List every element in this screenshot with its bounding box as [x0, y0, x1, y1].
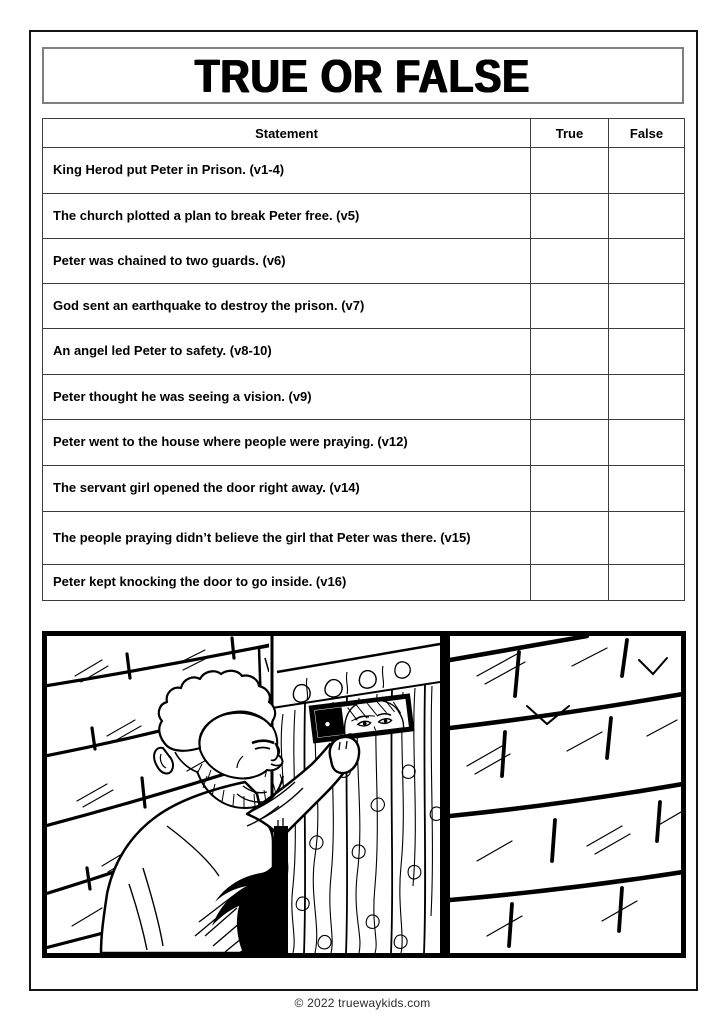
statement-text: Peter kept knocking the door to go inside. (v16)	[43, 565, 531, 601]
header-true: True	[531, 119, 609, 148]
statement-text: Peter thought he was seeing a vision. (v9)	[43, 375, 531, 420]
answer-box-true[interactable]	[531, 512, 609, 565]
answer-box-true[interactable]	[531, 375, 609, 420]
table-row	[43, 194, 685, 239]
answer-box-false[interactable]	[609, 148, 685, 194]
table-row	[43, 466, 685, 512]
answer-box-true[interactable]	[531, 420, 609, 466]
story-illustration-frame	[42, 631, 686, 958]
answer-box-true[interactable]	[531, 148, 609, 194]
header-statement: Statement	[43, 119, 531, 148]
statement-text: God sent an earthquake to destroy the prison. (v7)	[43, 284, 531, 329]
answer-box-true[interactable]	[531, 466, 609, 512]
table-row	[43, 239, 685, 284]
statement-text: The church plotted a plan to break Peter free. (v5)	[43, 194, 531, 239]
table-row	[43, 420, 685, 466]
right-wall	[450, 636, 681, 946]
answer-box-false[interactable]	[609, 194, 685, 239]
peter-fist	[330, 737, 359, 773]
answer-box-false[interactable]	[609, 512, 685, 565]
statement-text: The servant girl opened the door right away. (v14)	[43, 466, 531, 512]
table-row	[43, 148, 685, 194]
answer-box-true[interactable]	[531, 329, 609, 375]
answer-box-false[interactable]	[609, 375, 685, 420]
table-row	[43, 284, 685, 329]
page-title: TRUE OR FALSE	[195, 49, 531, 102]
answer-box-true[interactable]	[531, 194, 609, 239]
statement-text: King Herod put Peter in Prison. (v1-4)	[43, 148, 531, 194]
statement-text: An angel led Peter to safety. (v8-10)	[43, 329, 531, 375]
story-illustration	[47, 636, 681, 953]
table-header-row	[43, 119, 685, 148]
answer-box-false[interactable]	[609, 565, 685, 601]
answer-box-false[interactable]	[609, 284, 685, 329]
statement-text: Peter went to the house where people were praying. (v12)	[43, 420, 531, 466]
answer-box-false[interactable]	[609, 466, 685, 512]
table-row	[43, 512, 685, 565]
table-row	[43, 375, 685, 420]
copyright-text: © 2022 truewaykids.com	[294, 996, 431, 1010]
answer-box-false[interactable]	[609, 329, 685, 375]
table-row	[43, 329, 685, 375]
peter-ear	[154, 748, 173, 774]
answer-box-true[interactable]	[531, 239, 609, 284]
answer-box-true[interactable]	[531, 284, 609, 329]
header-false: False	[609, 119, 685, 148]
door-edge-shadow	[440, 636, 450, 953]
statement-text: Peter was chained to two guards. (v6)	[43, 239, 531, 284]
answer-box-false[interactable]	[609, 420, 685, 466]
table-row	[43, 565, 685, 601]
answer-box-false[interactable]	[609, 239, 685, 284]
title-box	[42, 47, 684, 104]
true-false-table-wrap	[42, 118, 684, 601]
answer-box-true[interactable]	[531, 565, 609, 601]
statement-text: The people praying didn’t believe the girl that Peter was there. (v15)	[43, 512, 531, 565]
hatch-slider	[315, 707, 345, 737]
true-false-table	[42, 118, 685, 601]
